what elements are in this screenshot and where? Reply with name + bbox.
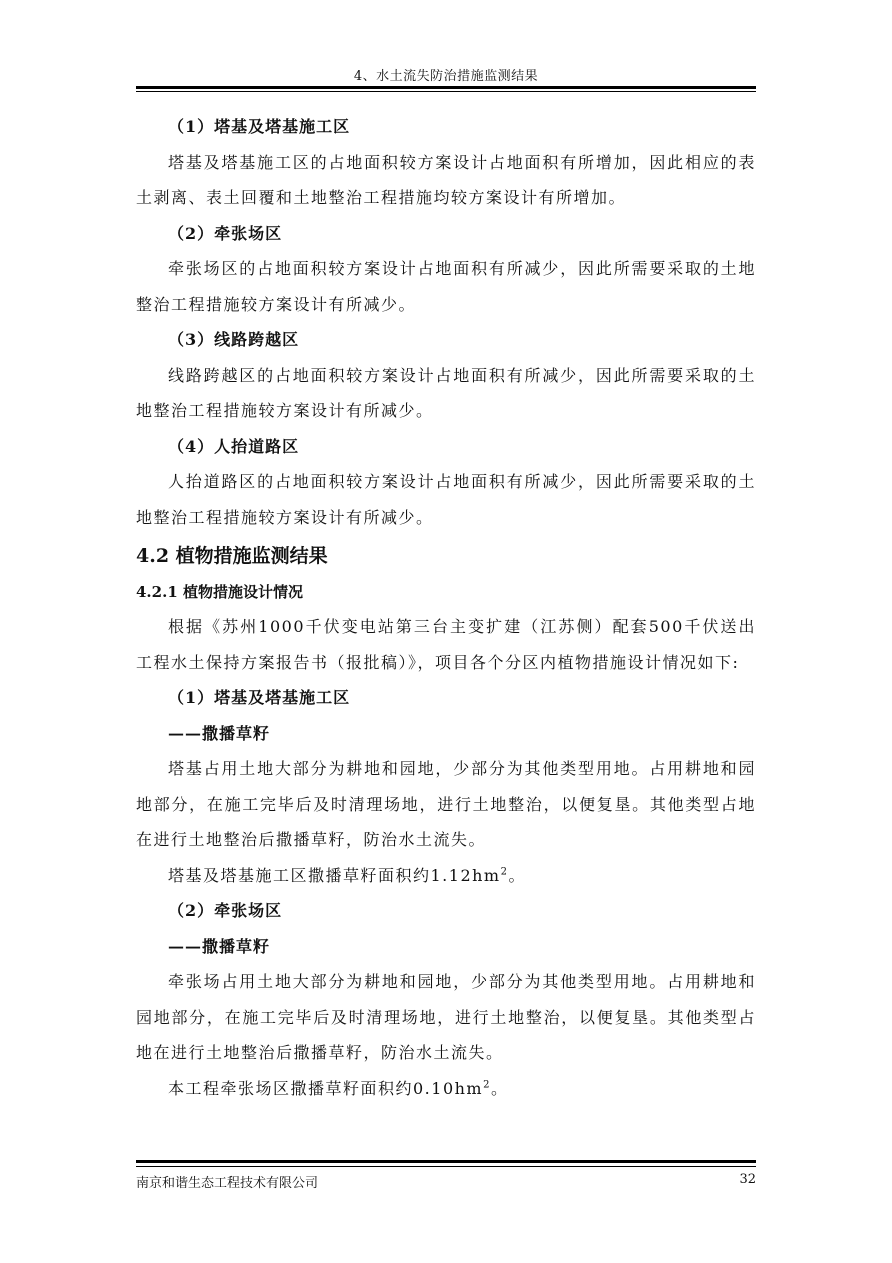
page-body [136, 109, 756, 1106]
page-number: 32 [739, 1172, 756, 1187]
paragraph-plant-tower-area: 塔基占用土地大部分为耕地和园地，少部分为其他类型用地。占用耕地和园地部分，在施工完毕后及时清理场地，进行土地整治，以便复垦。其他类型占地在进行土地整治后撒播草籽，防治水土流失。 [136, 759, 756, 849]
paragraph-tension-field: 牵张场区的占地面积较方案设计占地面积有所减少，因此所需要采取的土地整治工程措施较方案设计有所减少。 [136, 259, 756, 314]
running-header: 4、水土流失防治措施监测结果 [353, 69, 539, 84]
subheading-plant-tension-field: （2）牵张场区 [168, 901, 283, 920]
measure-grass-seeding-1: ——撒播草籽 [168, 723, 271, 743]
subheading-tension-field: （2）牵张场区 [168, 223, 283, 243]
footer-company: 南京和谐生态工程技术有限公司 [136, 1176, 319, 1191]
paragraph-tower-seeding-area: 塔基及塔基施工区撒播草籽面积约$1.12hm^2$。 [168, 865, 526, 885]
paragraph-line-crossing: 线路跨越区的占地面积较方案设计占地面积有所减少，因此所需要采取的土地整治工程措施较方案设计有所减少。 [136, 365, 756, 420]
paragraph-tension-seeding-area: 本工程牵张场区撒播草籽面积约$0.10hm^2$。 [168, 1078, 509, 1098]
section-heading-4-2: 4.2 植物措施监测结果 [136, 545, 328, 567]
subheading-line-crossing: （3）线路跨越区 [168, 330, 300, 349]
paragraph-access-road: 人抬道路区的占地面积较方案设计占地面积有所减少，因此所需要采取的土地整治工程措施较方案设计有所减少。 [136, 472, 756, 527]
section-heading-4-2-1: 4.2.1 植物措施设计情况 [136, 583, 303, 601]
header-rule-thin [136, 91, 756, 92]
footer-rule-thick [136, 1160, 756, 1163]
footer-rule-thin [136, 1166, 756, 1167]
measure-grass-seeding-2: ——撒播草籽 [168, 936, 271, 956]
paragraph-plant-tension-field: 牵张场占用土地大部分为耕地和园地，少部分为其他类型用地。占用耕地和园地部分，在施工完毕后及时清理场地，进行土地整治，以便复垦。其他类型占地在进行土地整治后撒播草籽，防治水土流失。 [136, 972, 756, 1062]
header-rule-thick [136, 86, 756, 89]
paragraph-tower-area: 塔基及塔基施工区的占地面积较方案设计占地面积有所增加，因此相应的表土剥离、表土回覆和土地整治工程措施均较方案设计有所增加。 [136, 152, 756, 207]
paragraph-plant-intro: 根据《苏州1000千伏变电站第三台主变扩建（江苏侧）配套500千伏送出工程水土保持方案报告书（报批稿）》，项目各个分区内植物措施设计情况如下: [136, 617, 756, 672]
subheading-access-road: （4）人抬道路区 [168, 436, 300, 456]
subheading-tower-area: （1）塔基及塔基施工区 [168, 117, 351, 136]
subheading-plant-tower-area: （1）塔基及塔基施工区 [168, 688, 351, 707]
